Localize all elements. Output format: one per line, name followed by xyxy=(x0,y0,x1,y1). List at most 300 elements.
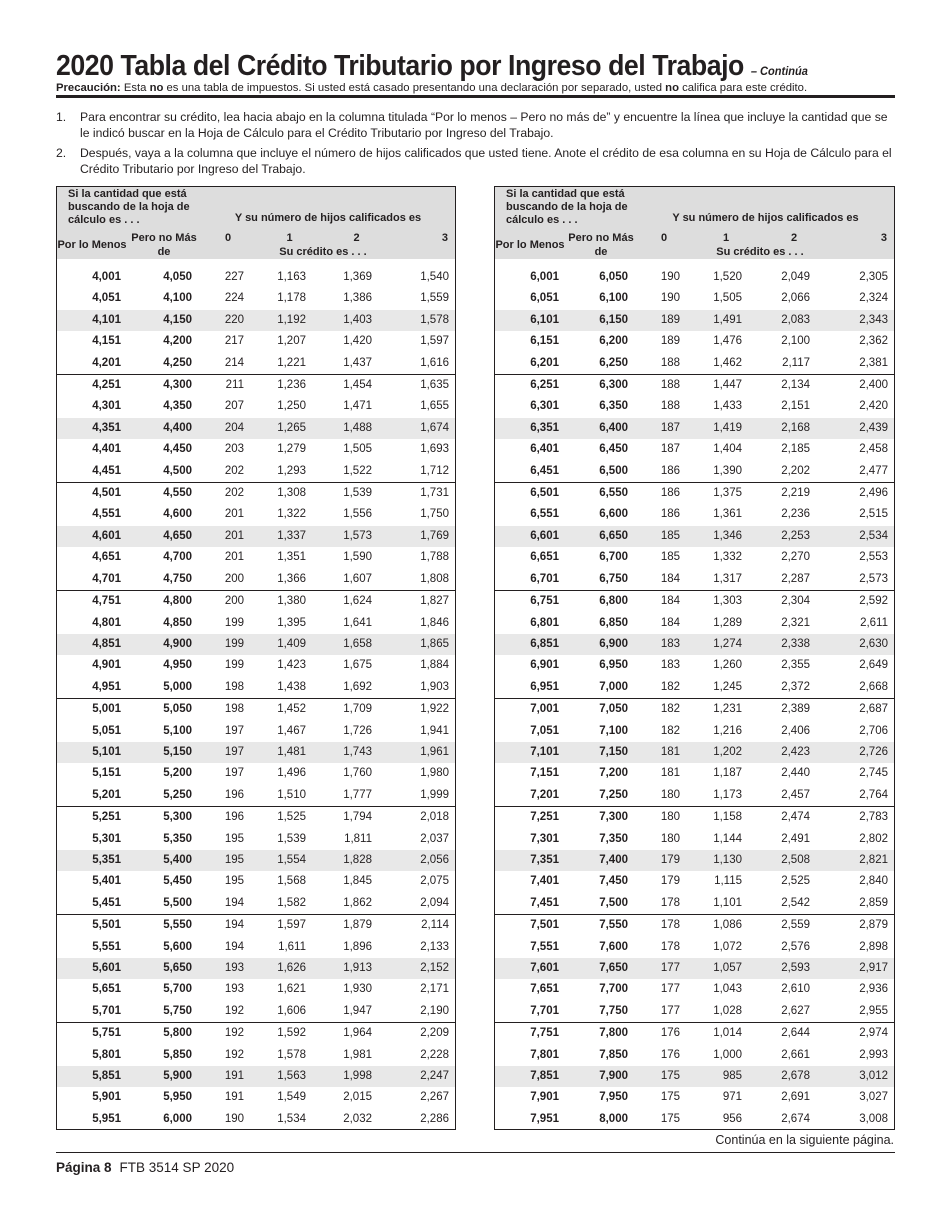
table-row xyxy=(494,829,895,850)
credit-3-cell: 1,540 xyxy=(420,271,449,283)
caution-no-1: no xyxy=(149,82,164,94)
table-row xyxy=(56,785,456,807)
credit-0-cell: 201 xyxy=(224,508,244,521)
credit-1-cell: 1,597 xyxy=(256,915,326,937)
table-row xyxy=(56,915,456,937)
at-least-cell: 7,951 xyxy=(530,1112,559,1125)
at-least-cell: 6,051 xyxy=(530,292,559,305)
credit-2-cell: 2,236 xyxy=(781,508,810,521)
credit-0-cell: 189 xyxy=(660,335,680,348)
credit-2-cell: 1,811 xyxy=(344,832,372,845)
credit-0-cell: 188 xyxy=(660,400,680,413)
credit-0-cell: 217 xyxy=(224,335,244,348)
table-row xyxy=(56,937,456,958)
credit-3-cell: 2,974 xyxy=(828,1023,895,1045)
table-row xyxy=(56,1109,456,1130)
form-id: FTB 3514 SP 2020 xyxy=(119,1160,235,1175)
not-more-cell: 5,900 xyxy=(128,1066,200,1087)
credit-0-cell: 193 xyxy=(224,983,244,996)
credit-0-cell: 190 xyxy=(224,1112,244,1125)
credit-3-cell: 2,936 xyxy=(859,983,888,996)
at-least-cell: 4,351 xyxy=(56,418,128,439)
credit-1-cell: 1,423 xyxy=(277,659,306,672)
credit-0-cell: 200 xyxy=(200,591,256,613)
credit-3-cell: 2,228 xyxy=(420,1048,449,1061)
not-more-cell: 4,550 xyxy=(128,483,200,505)
credit-3-cell: 2,955 xyxy=(859,1004,888,1017)
credit-1-cell: 1,332 xyxy=(713,551,742,564)
credit-2-cell: 2,474 xyxy=(762,807,828,829)
credit-2-cell: 2,100 xyxy=(781,335,810,348)
instruction-number: 2. xyxy=(56,146,67,160)
not-more-cell: 6,150 xyxy=(566,310,636,331)
table-row xyxy=(56,699,456,721)
at-least-cell: 7,701 xyxy=(530,1004,559,1017)
not-more-cell: 7,100 xyxy=(599,724,628,737)
credit-2-cell: 2,674 xyxy=(781,1112,810,1125)
credit-3-cell: 2,381 xyxy=(859,356,888,369)
at-least-cell: 7,201 xyxy=(530,788,559,801)
credit-3-cell: 2,094 xyxy=(420,896,449,909)
credit-1-cell: 1,433 xyxy=(713,400,742,413)
credit-3-cell: 2,458 xyxy=(859,443,888,456)
credit-0-cell: 180 xyxy=(660,832,680,845)
credit-3-cell: 2,630 xyxy=(828,634,895,655)
credit-0-cell: 187 xyxy=(660,443,680,456)
credit-3-cell: 2,706 xyxy=(859,724,888,737)
credit-3-cell: 1,865 xyxy=(390,634,456,655)
credit-0-cell: 182 xyxy=(636,699,692,721)
instruction-text: Después, vaya a la columna que incluye el número de hijos calificados que usted tiene. Anote el crédito de esa columna en su Hoja de Cálculo para el Crédito Tributario por Ingreso del Trabajo. xyxy=(80,146,892,176)
credit-0-cell: 197 xyxy=(200,742,256,763)
continue-note: Continúa en la siguiente página. xyxy=(715,1133,894,1147)
credit-1-cell: 1,539 xyxy=(277,832,306,845)
credit-0-cell: 195 xyxy=(224,875,244,888)
credit-1-cell: 1,404 xyxy=(713,443,742,456)
at-least-cell: 4,601 xyxy=(56,526,128,547)
children-header: Y su número de hijos calificados es xyxy=(200,186,456,231)
credit-1-cell: 971 xyxy=(722,1091,742,1104)
credit-2-cell: 1,862 xyxy=(343,896,372,909)
credit-3-cell: 2,553 xyxy=(859,551,888,564)
table-row xyxy=(494,1066,895,1087)
at-least-cell: 6,551 xyxy=(530,508,559,521)
credit-2-cell: 1,777 xyxy=(343,788,372,801)
not-more-cell: 5,000 xyxy=(163,680,192,693)
credit-3-cell: 2,573 xyxy=(859,572,888,585)
credit-2-cell: 1,947 xyxy=(343,1004,372,1017)
at-least-cell: 4,301 xyxy=(92,400,121,413)
table-row xyxy=(56,1066,456,1087)
table-row xyxy=(494,677,895,699)
credit-3-cell: 2,056 xyxy=(390,850,456,871)
credit-2-cell: 2,168 xyxy=(762,418,828,439)
table-row xyxy=(494,785,895,807)
credit-2-cell: 2,691 xyxy=(781,1091,810,1104)
table-row xyxy=(494,461,895,483)
credit-1-cell: 1,279 xyxy=(277,443,306,456)
credit-1-cell: 1,192 xyxy=(256,310,326,331)
caution-text-3: califica para este crédito. xyxy=(678,82,808,94)
credit-0-cell: 178 xyxy=(636,915,692,937)
not-more-cell: 5,450 xyxy=(163,875,192,888)
at-least-cell: 5,151 xyxy=(92,767,121,780)
credit-1-cell: 1,158 xyxy=(692,807,762,829)
at-least-cell: 6,301 xyxy=(530,400,559,413)
credit-2-cell: 2,134 xyxy=(762,375,828,397)
credit-1-cell: 1,265 xyxy=(256,418,326,439)
credit-2-cell: 1,522 xyxy=(343,464,372,477)
credit-0-cell: 201 xyxy=(224,551,244,564)
credit-2-cell: 2,678 xyxy=(762,1066,828,1087)
credit-1-cell: 1,317 xyxy=(713,572,742,585)
not-more-cell: 7,750 xyxy=(599,1004,628,1017)
credit-3-cell: 1,903 xyxy=(420,680,449,693)
credit-1-cell: 1,000 xyxy=(713,1048,742,1061)
table-row xyxy=(494,396,895,417)
not-more-cell: 6,500 xyxy=(599,464,628,477)
credit-0-cell: 184 xyxy=(636,591,692,613)
credit-3-cell: 1,941 xyxy=(420,724,449,737)
not-more-cell: 5,800 xyxy=(128,1023,200,1045)
not-more-cell: 4,750 xyxy=(163,572,192,585)
credit-3-cell: 2,400 xyxy=(828,375,895,397)
not-more-cell: 5,950 xyxy=(163,1091,192,1104)
not-more-cell: 7,950 xyxy=(599,1091,628,1104)
at-least-cell: 5,051 xyxy=(92,724,121,737)
credit-3-cell: 1,922 xyxy=(390,699,456,721)
credit-1-cell: 1,510 xyxy=(277,788,306,801)
credit-1-cell: 1,014 xyxy=(692,1023,762,1045)
credit-1-cell: 1,395 xyxy=(277,616,306,629)
table-row xyxy=(494,958,895,979)
credit-3-cell: 2,764 xyxy=(859,788,888,801)
credit-1-cell: 1,582 xyxy=(277,896,306,909)
not-more-cell: 4,900 xyxy=(128,634,200,655)
credit-3-cell: 2,171 xyxy=(420,983,449,996)
table-row xyxy=(494,353,895,375)
table-row xyxy=(56,1045,456,1066)
not-more-cell: 4,400 xyxy=(128,418,200,439)
credit-0-cell: 184 xyxy=(660,572,680,585)
at-least-cell: 5,801 xyxy=(92,1048,121,1061)
credit-0-cell: 190 xyxy=(660,292,680,305)
not-more-cell: 6,800 xyxy=(566,591,636,613)
credit-0-cell: 192 xyxy=(224,1004,244,1017)
not-more-cell: 5,050 xyxy=(128,699,200,721)
table-row xyxy=(56,504,456,525)
credit-1-cell: 1,380 xyxy=(256,591,326,613)
not-more-cell: 7,250 xyxy=(599,788,628,801)
at-least-cell: 4,851 xyxy=(56,634,128,655)
credit-1-cell: 1,072 xyxy=(713,940,742,953)
credit-1-cell: 1,611 xyxy=(278,940,306,953)
credit-3-cell: 2,496 xyxy=(828,483,895,505)
table-row xyxy=(56,1087,456,1108)
not-more-cell: 6,550 xyxy=(566,483,636,505)
credit-2-cell: 2,355 xyxy=(781,659,810,672)
credit-0-cell: 183 xyxy=(636,634,692,655)
credit-0-cell: 199 xyxy=(224,616,244,629)
credit-1-cell: 1,447 xyxy=(692,375,762,397)
not-more-cell: 4,150 xyxy=(128,310,200,331)
credit-2-cell: 2,644 xyxy=(762,1023,828,1045)
table-row xyxy=(494,418,895,439)
at-least-cell: 4,201 xyxy=(92,356,121,369)
table-row xyxy=(494,871,895,892)
credit-3-cell: 2,745 xyxy=(859,767,888,780)
table-row xyxy=(494,547,895,568)
not-more-cell: 6,450 xyxy=(599,443,628,456)
credit-2-cell: 1,913 xyxy=(326,958,390,979)
col-1-2-header xyxy=(256,231,390,259)
not-more-cell: 7,200 xyxy=(599,767,628,780)
at-least-cell: 5,001 xyxy=(56,699,128,721)
table-row xyxy=(494,937,895,958)
table-row xyxy=(56,396,456,417)
credit-1-cell: 1,236 xyxy=(256,375,326,397)
credit-0-cell: 186 xyxy=(660,464,680,477)
credit-1-cell: 1,452 xyxy=(256,699,326,721)
credit-1-cell: 1,549 xyxy=(277,1091,306,1104)
credit-0-cell: 220 xyxy=(200,310,256,331)
at-least-cell: 6,751 xyxy=(494,591,566,613)
table-row xyxy=(494,439,895,460)
at-least-cell: 6,151 xyxy=(530,335,559,348)
at-least-cell: 4,951 xyxy=(92,680,121,693)
credit-3-cell: 2,783 xyxy=(828,807,895,829)
credit-2-cell: 2,559 xyxy=(762,915,828,937)
table-row xyxy=(494,721,895,742)
credit-3-cell: 2,898 xyxy=(859,940,888,953)
table-row xyxy=(56,569,456,591)
at-least-cell: 5,701 xyxy=(92,1004,121,1017)
credit-3-cell: 3,008 xyxy=(859,1112,888,1125)
credit-3-cell: 2,267 xyxy=(420,1091,449,1104)
credit-2-cell: 1,641 xyxy=(343,616,372,629)
at-least-cell: 7,101 xyxy=(494,742,566,763)
credit-2-cell: 1,675 xyxy=(343,659,372,672)
at-least-cell: 7,001 xyxy=(494,699,566,721)
credit-3-cell: 1,769 xyxy=(390,526,456,547)
not-more-cell: 7,450 xyxy=(599,875,628,888)
credit-0-cell: 199 xyxy=(224,659,244,672)
at-least-cell: 7,901 xyxy=(530,1091,559,1104)
table-row xyxy=(56,958,456,979)
credit-3-cell: 1,846 xyxy=(420,616,449,629)
credit-1-cell: 1,409 xyxy=(256,634,326,655)
credit-3-cell: 1,693 xyxy=(420,443,449,456)
table-row xyxy=(56,742,456,763)
credit-0-cell: 191 xyxy=(224,1091,244,1104)
credit-1-cell: 1,115 xyxy=(714,875,742,888)
credit-1-cell: 1,578 xyxy=(277,1048,306,1061)
not-more-cell: 4,800 xyxy=(128,591,200,613)
credit-1-cell: 985 xyxy=(692,1066,762,1087)
credit-1-cell: 1,173 xyxy=(713,788,742,801)
at-least-cell: 7,351 xyxy=(494,850,566,871)
at-least-cell: 4,701 xyxy=(92,572,121,585)
at-least-cell: 6,901 xyxy=(530,659,559,672)
credit-3-cell: 2,917 xyxy=(828,958,895,979)
at-least-cell: 6,401 xyxy=(530,443,559,456)
table-row xyxy=(494,742,895,763)
credit-2-cell: 1,539 xyxy=(326,483,390,505)
not-more-cell: 5,600 xyxy=(163,940,192,953)
credit-1-cell: 1,568 xyxy=(277,875,306,888)
credit-1-cell: 1,534 xyxy=(277,1112,306,1125)
table-row xyxy=(56,893,456,915)
credit-3-cell: 2,515 xyxy=(859,508,888,521)
credit-0-cell: 211 xyxy=(200,375,256,397)
not-more-cell: 4,950 xyxy=(163,659,192,672)
credit-3-cell: 2,362 xyxy=(859,335,888,348)
credit-0-cell: 198 xyxy=(200,699,256,721)
at-least-cell: 6,351 xyxy=(494,418,566,439)
not-more-cell: 7,150 xyxy=(566,742,636,763)
at-least-cell: 7,751 xyxy=(494,1023,566,1045)
children-header: Y su número de hijos calificados es xyxy=(636,186,895,231)
credit-0-cell: 181 xyxy=(636,742,692,763)
credit-0-cell: 194 xyxy=(224,940,244,953)
table-row xyxy=(56,634,456,655)
not-more-cell: 6,600 xyxy=(599,508,628,521)
not-more-cell: 7,000 xyxy=(599,680,628,693)
credit-1-cell: 1,260 xyxy=(713,659,742,672)
credit-1-cell: 1,467 xyxy=(277,724,306,737)
credit-3-cell: 2,133 xyxy=(420,940,449,953)
credit-2-cell: 1,488 xyxy=(326,418,390,439)
credit-1-cell: 1,308 xyxy=(256,483,326,505)
at-least-cell: 5,601 xyxy=(56,958,128,979)
credit-1-cell: 1,057 xyxy=(692,958,762,979)
credit-2-cell: 1,386 xyxy=(343,292,372,305)
not-more-cell: 5,400 xyxy=(128,850,200,871)
at-least-cell: 5,901 xyxy=(92,1091,121,1104)
at-least-header: Por lo Menos xyxy=(494,231,566,259)
credit-2-cell: 1,726 xyxy=(343,724,372,737)
credit-2-cell: 2,593 xyxy=(762,958,828,979)
credit-2-cell: 2,508 xyxy=(762,850,828,871)
credit-3-cell: 2,668 xyxy=(859,680,888,693)
not-more-cell: 4,250 xyxy=(163,356,192,369)
table-row xyxy=(56,267,456,288)
credit-2-cell: 1,930 xyxy=(343,983,372,996)
table-row xyxy=(56,979,456,1000)
table-row xyxy=(56,353,456,375)
table-row xyxy=(494,1001,895,1023)
table-row xyxy=(56,331,456,352)
credit-0-cell: 186 xyxy=(636,483,692,505)
credit-0-cell: 196 xyxy=(200,807,256,829)
not-more-cell: 4,200 xyxy=(163,335,192,348)
table-body-right xyxy=(494,267,895,1130)
credit-3-cell: 1,655 xyxy=(420,400,449,413)
not-more-cell: 5,700 xyxy=(163,983,192,996)
col-3-header: 3 xyxy=(390,231,456,259)
credit-1-cell: 1,207 xyxy=(277,335,306,348)
credit-3-cell: 2,324 xyxy=(859,292,888,305)
table-row xyxy=(56,829,456,850)
credit-3-cell: 2,687 xyxy=(828,699,895,721)
credit-2-cell: 1,590 xyxy=(343,551,372,564)
table-body-left xyxy=(56,267,456,1130)
caution-text-2: es una tabla de impuestos. Si usted está casado presentando una declaración por separado, usted xyxy=(163,82,666,94)
at-least-cell: 5,301 xyxy=(92,832,121,845)
credit-1-cell: 1,438 xyxy=(277,680,306,693)
credit-0-cell: 183 xyxy=(660,659,680,672)
credit-2-cell: 1,556 xyxy=(343,508,372,521)
at-least-cell: 7,501 xyxy=(494,915,566,937)
credit-1-cell: 1,366 xyxy=(277,572,306,585)
not-more-cell: 7,850 xyxy=(599,1048,628,1061)
credit-0-cell: 184 xyxy=(660,616,680,629)
credit-1-cell: 1,130 xyxy=(692,850,762,871)
not-more-cell: 6,900 xyxy=(566,634,636,655)
credit-3-cell: 1,578 xyxy=(390,310,456,331)
at-least-cell: 7,601 xyxy=(494,958,566,979)
title-text: 2020 Tabla del Crédito Tributario por Ingreso del Trabajo xyxy=(56,50,744,82)
credit-2-cell: 1,709 xyxy=(326,699,390,721)
table-row xyxy=(56,288,456,309)
not-more-cell: 6,700 xyxy=(599,551,628,564)
credit-1-cell: 1,592 xyxy=(256,1023,326,1045)
not-more-cell: 7,800 xyxy=(566,1023,636,1045)
credit-2-cell: 2,253 xyxy=(762,526,828,547)
table-row xyxy=(494,1045,895,1066)
credit-2-cell: 2,304 xyxy=(762,591,828,613)
credit-3-cell: 2,018 xyxy=(390,807,456,829)
credit-3-cell: 2,859 xyxy=(859,896,888,909)
at-least-cell: 6,601 xyxy=(494,526,566,547)
credit-2-cell: 2,576 xyxy=(781,940,810,953)
credit-0-cell: 195 xyxy=(200,850,256,871)
table-row xyxy=(56,1023,456,1045)
not-more-cell: 6,850 xyxy=(599,616,628,629)
at-least-cell: 4,651 xyxy=(92,551,121,564)
at-least-cell: 4,401 xyxy=(92,443,121,456)
credit-3-cell: 2,477 xyxy=(859,464,888,477)
not-more-cell: 6,050 xyxy=(599,271,628,283)
credit-1-cell: 1,028 xyxy=(713,1004,742,1017)
credit-2-cell: 2,661 xyxy=(781,1048,810,1061)
credit-1-cell: 1,554 xyxy=(256,850,326,871)
credit-0-cell: 199 xyxy=(200,634,256,655)
credit-2-cell: 1,658 xyxy=(326,634,390,655)
at-least-cell: 5,351 xyxy=(56,850,128,871)
credit-2-cell: 1,454 xyxy=(326,375,390,397)
table-row xyxy=(56,547,456,568)
not-more-cell: 5,100 xyxy=(163,724,192,737)
not-more-cell: 4,300 xyxy=(128,375,200,397)
table-row xyxy=(494,267,895,288)
table-row xyxy=(56,439,456,460)
not-more-cell: 6,400 xyxy=(566,418,636,439)
credit-0-cell: 202 xyxy=(200,483,256,505)
caution-no-2: no xyxy=(665,82,679,94)
not-more-cell: 6,950 xyxy=(599,659,628,672)
at-least-cell: 4,801 xyxy=(92,616,121,629)
at-least-cell: 4,251 xyxy=(56,375,128,397)
at-least-cell: 6,801 xyxy=(530,616,559,629)
credit-1-cell: 1,476 xyxy=(713,335,742,348)
not-more-cell: 6,000 xyxy=(163,1112,192,1125)
not-more-cell: 4,100 xyxy=(163,292,192,305)
table-row xyxy=(56,871,456,892)
credit-3-cell: 1,961 xyxy=(390,742,456,763)
not-more-cell: 7,700 xyxy=(599,983,628,996)
col-2-header: 2 xyxy=(790,232,798,244)
